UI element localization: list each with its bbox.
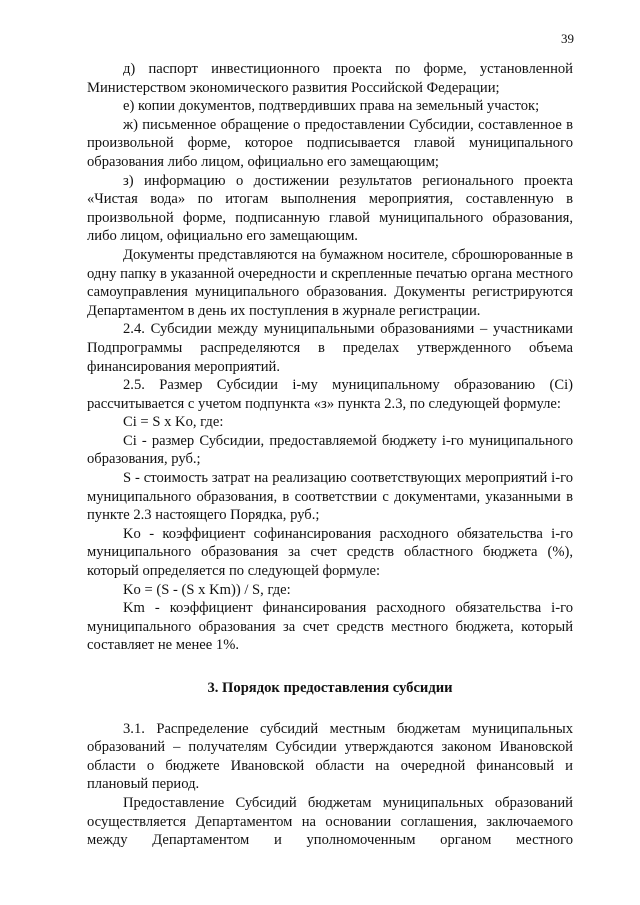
paragraph-item-z: з) информацию о достижении результатов регионального проекта «Чистая вода» по итогам выполнения мероприятия, составленную в произвольной форме, подписанную главой муниципального образования, либо лицом, официально его замещающим. [87,172,573,245]
paragraph-item-d: д) паспорт инвестиционного проекта по форме, установленной Министерством экономического развития Российской Федерации; [87,61,573,96]
paragraph-3-1: 3.1. Распределение субсидий местным бюджетам муниципальных образований – получателям Субсидии утверждаются законом Ивановской области о бюджете Ивановской области на очередной финансовый и плановый период. [87,720,573,793]
definition-s: S - стоимость затрат на реализацию соответствующих мероприятий i-го муниципального образования, в соответствии с документами, указанными в пункте 2.3 настоящего Порядка, руб.; [87,470,573,524]
paragraph-subsidy-provision: Предоставление Субсидий бюджетам муниципальных образований осуществляется Департаментом на основании соглашения, заключаемого между Департаментом и уполномоченным органом местного [87,794,573,849]
formula-ko: Ko = (S - (S x Km)) / S, где: [123,581,291,598]
paragraph-item-e: е) копии документов, подтвердивших права на земельный участок; [123,98,540,115]
definition-ko: Ko - коэффициент софинансирования расходного обязательства i-го муниципального образования за счет средств областного бюджета (%), который определяется по следующей формуле: [87,525,573,580]
spacer [87,655,573,659]
paragraph-2-5: 2.5. Размер Субсидии i-му муниципальному образованию (Ci) рассчитывается с учетом подпункта «з» пункта 2.3, по следующей формуле: [87,377,573,412]
document-body [87,60,573,850]
paragraph-item-zh: ж) письменное обращение о предоставлении Субсидии, составленное в произвольной форме, которое подписывается главой муниципального образования либо лицом, официально его замещающим; [87,116,573,170]
definition-km: Km - коэффициент финансирования расходного обязательства i-го муниципального образования за счет средств местного бюджета, который составляет не менее 1%. [87,600,573,654]
page-number: 39 [561,31,574,46]
formula-ci: Ci = S x Ko, где: [123,414,224,431]
section-heading: 3. Порядок предоставления субсидии [207,680,453,696]
definition-ci: Ci - размер Субсидии, предоставляемой бюджету i-го муниципального образования, руб.; [87,432,573,468]
paragraph-documents-submission: Документы представляются на бумажном носителе, сброшюрованные в одну папку в указанной очередности и скрепленные печатью органа местного самоуправления муниципального образования. Документы регистрируются Департаментом в день их поступления в журнале регистрации. [87,246,573,319]
paragraph-2-4: 2.4. Субсидии между муниципальными образованиями – участниками Подпрограммы распределяются в пределах утвержденного объема финансирования мероприятий. [87,321,573,375]
